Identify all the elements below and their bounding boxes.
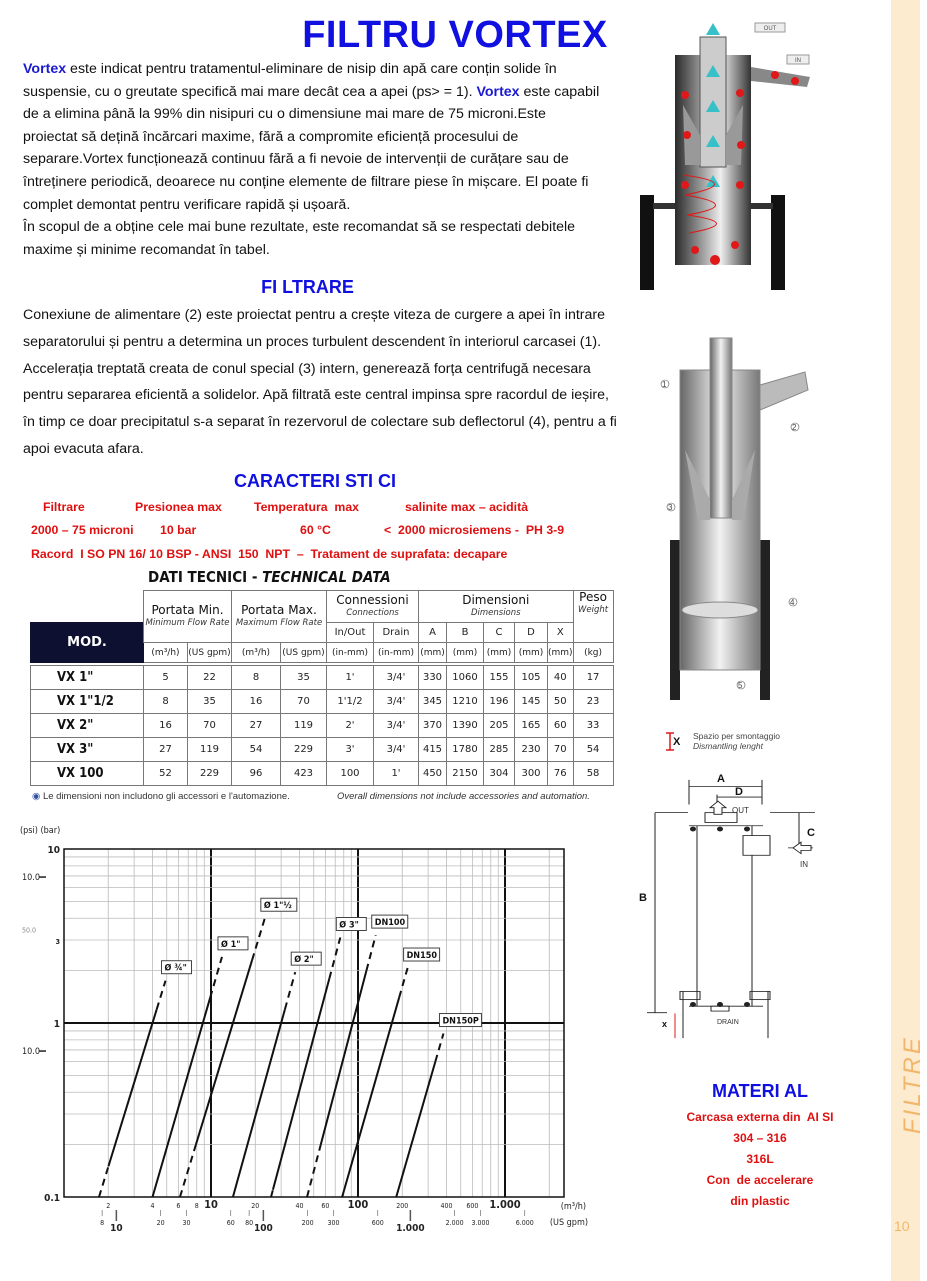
drain-label: DRAIN <box>717 1019 739 1026</box>
in-label: IN <box>795 58 801 64</box>
series-line-2 <box>252 918 265 960</box>
table-cell: 119 <box>281 714 327 738</box>
callout-2: 2 <box>792 423 797 432</box>
y-tick-bar: 10 <box>47 845 60 856</box>
table-row <box>31 690 614 714</box>
deflector <box>682 602 758 618</box>
table-cell: 8 <box>232 666 281 690</box>
y-tick-bar: 1 <box>53 1019 60 1030</box>
callout-1: 1 <box>662 380 667 389</box>
table-cell: 196 <box>484 690 515 714</box>
x-tick-gpm: 60 <box>226 1219 235 1227</box>
unit-cell: (mm) <box>419 643 447 663</box>
series-label-3 <box>291 952 321 965</box>
x-tick-m3h: 8 <box>194 1202 199 1210</box>
header-model: MOD. <box>31 623 144 663</box>
model-name: VX 2" <box>31 714 144 738</box>
callout-3: 3 <box>668 503 673 512</box>
material-list <box>650 1107 870 1212</box>
title-en: TECHNICAL DATA <box>262 568 391 586</box>
table-row <box>31 738 614 762</box>
callout-4: 4 <box>790 598 795 607</box>
table-cell: 70 <box>281 690 327 714</box>
series-label-4 <box>336 918 366 931</box>
note-it: Le dimensioni non includono gli accessori e l'automazione. <box>42 791 290 802</box>
unit-cell: (mm) <box>548 643 574 663</box>
table-cell: 52 <box>144 762 188 786</box>
dim-c: C <box>807 827 815 839</box>
series-label-6 <box>404 948 440 961</box>
unit-cell: (US gpm) <box>188 643 232 663</box>
spec-value-pressure: 10 bar <box>160 523 197 537</box>
x-tick-gpm: 1.000 <box>396 1223 425 1234</box>
table-cell: 119 <box>188 738 232 762</box>
x-tick-m3h: 400 <box>440 1202 453 1210</box>
unit-cell: (m³/h) <box>232 643 281 663</box>
series-label-0 <box>162 961 192 974</box>
table-cell: 285 <box>484 738 515 762</box>
x-tick-gpm: 300 <box>327 1219 340 1227</box>
material-line: din plastic <box>730 1194 790 1208</box>
model-name: VX 1" <box>31 666 144 690</box>
model-name: VX 3" <box>31 738 144 762</box>
x-tick-gpm: 6.000 <box>515 1219 534 1227</box>
x-tick-m3h: 100 <box>347 1198 369 1211</box>
x-tick-gpm: 2.000 <box>445 1219 464 1227</box>
x-tick-gpm: 3.000 <box>471 1219 490 1227</box>
series-line-4 <box>329 938 340 979</box>
x-tick-gpm: 100 <box>253 1223 273 1234</box>
table-cell: 205 <box>484 714 515 738</box>
x-tick-m3h: 600 <box>466 1202 479 1210</box>
spec-label-salinity: salinite max – acidità <box>405 500 529 514</box>
subheader-c: C <box>484 623 515 643</box>
series-line-3 <box>285 972 295 1009</box>
side-section-label: FILTRE <box>899 1035 926 1134</box>
table-cell: 96 <box>232 762 281 786</box>
dim-x: x <box>662 1019 668 1029</box>
table-cell: 23 <box>573 690 613 714</box>
series-label-text: DN100 <box>374 918 406 929</box>
leg <box>640 195 654 290</box>
dimension-drawing <box>635 770 820 1055</box>
callout-5: 5 <box>738 681 743 690</box>
x-axis-label-gpm: (US gpm) <box>549 1218 588 1228</box>
series-line-0 <box>99 1166 108 1197</box>
table-cell: 27 <box>232 714 281 738</box>
table-cell: 1060 <box>447 666 484 690</box>
series-line-1 <box>153 998 211 1197</box>
x-tick-m3h: 2 <box>106 1202 111 1210</box>
material-heading: MATERI AL <box>712 1081 808 1101</box>
x-axis-label: (m³/h) <box>560 1202 586 1212</box>
x-tick-m3h: 60 <box>321 1202 330 1210</box>
x-legend-it: Spazio per smontaggio <box>693 731 780 741</box>
filtrare-heading: FI LTRARE <box>261 277 354 297</box>
unit-cell: (US gpm) <box>281 643 327 663</box>
vortex-cutaway-illustration <box>625 5 825 300</box>
series-label-text: Ø 1"½ <box>263 901 292 912</box>
x-tick-m3h: 4 <box>150 1202 155 1210</box>
table-cell: 5 <box>144 666 188 690</box>
series-line-4 <box>271 1190 273 1197</box>
table-cell: 3' <box>327 738 374 762</box>
header-min-flow: Portata Min. Minimum Flow Rate <box>144 591 232 643</box>
table-cell: 3/4' <box>374 714 419 738</box>
x-tick-gpm: 600 <box>371 1219 384 1227</box>
unit-cell: (in-mm) <box>374 643 419 663</box>
series-label-text: Ø 2" <box>294 955 314 966</box>
unit-cell: (in-mm) <box>327 643 374 663</box>
brand-name: Vortex <box>23 61 67 77</box>
subheader-drain: Drain <box>374 623 419 643</box>
series-label-2 <box>261 898 297 911</box>
x-tick-gpm: 30 <box>182 1219 191 1227</box>
dim-a: A <box>717 773 725 785</box>
spec-racord: Racord I SO PN 16/ 10 BSP - ANSI 150 NPT – Tratament de suprafata: decapare <box>31 547 508 561</box>
inlet-pipe <box>760 372 808 410</box>
x-tick-m3h: 20 <box>251 1202 260 1210</box>
technical-data-title <box>148 568 391 586</box>
x-tick-m3h: 1.000 <box>489 1198 521 1211</box>
vortex-section-drawing <box>640 330 820 730</box>
unit-cell: (kg) <box>573 643 613 663</box>
out-label: OUT <box>732 806 749 815</box>
header-connections: Connessioni Connections <box>327 591 419 623</box>
series-line-0 <box>108 1009 156 1166</box>
table-cell: 50 <box>548 690 574 714</box>
table-cell: 230 <box>515 738 548 762</box>
table-row <box>31 714 614 738</box>
x-legend-en: Dismantling lenght <box>693 741 763 751</box>
subheader-d: D <box>515 623 548 643</box>
table-cell: 58 <box>573 762 613 786</box>
x-tick-m3h: 200 <box>396 1202 409 1210</box>
series-label-text: DN150 <box>406 951 437 962</box>
x-symbol: X <box>673 736 681 748</box>
table-cell: 145 <box>515 690 548 714</box>
technical-data-table <box>30 590 614 786</box>
model-name: VX 100 <box>31 762 144 786</box>
x-tick-gpm: 10 <box>110 1223 123 1234</box>
table-cell: 100 <box>327 762 374 786</box>
table-row <box>31 762 614 786</box>
table-cell: 229 <box>188 762 232 786</box>
table-cell: 22 <box>188 666 232 690</box>
table-cell: 33 <box>573 714 613 738</box>
intro-text: În scopul de a obține cele mai bune rezultate, este recomandat să se respectati debitele maxime și minime recomandat în tabel. <box>23 219 576 258</box>
x-tick-gpm: 200 <box>301 1219 314 1227</box>
table-cell: 423 <box>281 762 327 786</box>
table-cell: 1780 <box>447 738 484 762</box>
note-en: Overall dimensions not include accessories and automation. <box>337 791 590 802</box>
leg <box>771 195 785 290</box>
table-cell: 2' <box>327 714 374 738</box>
outlet-tube <box>710 338 732 518</box>
series-label-text: Ø ¾" <box>164 963 187 974</box>
y-tick-psi: 10.0 <box>22 1047 41 1058</box>
y-tick-bar: 0.1 <box>44 1193 60 1204</box>
x-tick-gpm: 8 <box>100 1219 105 1227</box>
table-cell: 2150 <box>447 762 484 786</box>
page-title: FILTRU VORTEX <box>302 14 608 56</box>
x-tick-gpm: 20 <box>156 1219 165 1227</box>
x-tick-m3h: 40 <box>295 1202 304 1210</box>
brand-name: Vortex <box>476 83 520 100</box>
table-cell: 70 <box>188 714 232 738</box>
dim-d: D <box>735 786 743 798</box>
table-cell: 16 <box>232 690 281 714</box>
table-row <box>31 666 614 690</box>
table-cell: 330 <box>419 666 447 690</box>
spec-label-filtrare: Filtrare <box>43 500 85 514</box>
table-cell: 35 <box>188 690 232 714</box>
material-line: 304 – 316 <box>733 1131 787 1145</box>
table-cell: 1' <box>327 666 374 690</box>
table-cell: 105 <box>515 666 548 690</box>
y-tick-psi: 50.0 <box>22 926 37 935</box>
unit-cell: (mm) <box>484 643 515 663</box>
table-cell: 35 <box>281 666 327 690</box>
model-name: VX 1"1/2 <box>31 690 144 714</box>
table-cell: 54 <box>573 738 613 762</box>
title-it: DATI TECNICI - <box>148 568 263 586</box>
subheader-x: X <box>548 623 574 643</box>
spec-value-filtrare: 2000 – 75 microni <box>31 523 134 537</box>
table-cell: 1390 <box>447 714 484 738</box>
table-cell: 70 <box>548 738 574 762</box>
table-cell: 229 <box>281 738 327 762</box>
table-cell: 415 <box>419 738 447 762</box>
series-line-5 <box>366 935 375 971</box>
unit-cell: (m³/h) <box>144 643 188 663</box>
series-label-5 <box>372 915 408 928</box>
page-number: 10 <box>894 1218 910 1234</box>
out-label: OUT <box>763 26 777 32</box>
x-tick-m3h: 10 <box>204 1198 218 1211</box>
header-dimensions: Dimensioni Dimensions <box>419 591 574 623</box>
table-cell: 3/4' <box>374 666 419 690</box>
table-cell: 16 <box>144 714 188 738</box>
spec-label-pressure: Presionea max <box>135 500 222 514</box>
y-tick-psi: 10.0 <box>22 873 41 884</box>
table-cell: 3/4' <box>374 690 419 714</box>
table-cell: 1' <box>374 762 419 786</box>
x-legend <box>693 731 780 751</box>
header-max-flow: Portata Max. Maximum Flow Rate <box>232 591 327 643</box>
in-label: IN <box>800 860 808 869</box>
subheader-b: B <box>447 623 484 643</box>
intro-text: este capabil de a elimina până la 99% din nisipuri cu o dimensiune mai mare de 75 microni.Este proiectat să dețină încărcari maxime, fără a compromite eficiență procesului de separare.Vortex funcționează continuu fără a fi nevoie de intervenții de curățare sau de întreținere periodică, deoarece nu conține elemente de filtrare piese în mișcare. El poate fi complet demontat pentru verificare rapidă și ușoară. <box>23 83 600 213</box>
subheader-a: A <box>419 623 447 643</box>
y-tick-bar: 3 <box>55 937 60 946</box>
series-label-1 <box>218 937 248 950</box>
intro-text: este indicat pentru tratamentul-eliminare de nisip din apă care conțin solide în suspensie, cu o greutate specifică mai mare decât cea a apei (ps> = 1). <box>23 61 557 100</box>
table-cell: 1210 <box>447 690 484 714</box>
table-cell: 3/4' <box>374 738 419 762</box>
table-note <box>32 791 622 802</box>
x-tick-m3h: 6 <box>176 1202 181 1210</box>
series-label-text: DN150P <box>442 1016 479 1027</box>
series-label-text: Ø 1" <box>220 939 241 950</box>
series-line-0 <box>157 981 166 1010</box>
header-weight: Peso Weight <box>573 591 613 643</box>
table-cell: 370 <box>419 714 447 738</box>
caracteristici-heading: CARACTERI STI CI <box>234 471 396 491</box>
spec-label-temperature: Temperatura max <box>254 500 360 514</box>
table-cell: 450 <box>419 762 447 786</box>
table-cell: 165 <box>515 714 548 738</box>
table-cell: 1'1/2 <box>327 690 374 714</box>
series-label-7 <box>439 1014 481 1027</box>
material-line: Carcasa externa din AI SI <box>686 1110 834 1124</box>
table-cell: 304 <box>484 762 515 786</box>
table-cell: 40 <box>548 666 574 690</box>
table-cell: 76 <box>548 762 574 786</box>
intro-paragraph <box>23 58 603 261</box>
x-tick-gpm: 80 <box>245 1219 254 1227</box>
unit-cell: (mm) <box>447 643 484 663</box>
material-line: Con de accelerare <box>706 1173 814 1187</box>
spec-value-salinity: < 2000 microsiemens - PH 3-9 <box>384 523 565 537</box>
series-line-3 <box>233 1009 285 1197</box>
series-line-7 <box>435 1034 443 1062</box>
table-cell: 54 <box>232 738 281 762</box>
dim-b: B <box>639 892 647 904</box>
spec-value-temperature: 60 °C <box>300 523 331 537</box>
table-cell: 300 <box>515 762 548 786</box>
unit-cell: (mm) <box>515 643 548 663</box>
series-line-6 <box>399 968 407 998</box>
inlet-pipe <box>751 67 810 87</box>
subheader-in-out: In/Out <box>327 623 374 643</box>
filtrare-paragraph: Conexiune de alimentare (2) este proiectat pentru a crește viteza de curgere a apei în intrare separatorului și pentru a determina un proces turbulent descendent în interiorul carcasei (1). Accelerația treptată creata de conul special (3) intern, generează forța centrifugă necesara pentru separarea eficientă a solidelor. Apă filtrată este central impinsa spre racordul de ieșire, în timp ce doar precipitatul s-a separat în rezervorul de colectare sub deflectorul (4), pentru a fi apoi evacuta afara. <box>23 307 617 457</box>
table-cell: 17 <box>573 666 613 690</box>
y-axis-label: (psi) (bar) <box>20 826 61 836</box>
table-cell: 27 <box>144 738 188 762</box>
table-cell: 155 <box>484 666 515 690</box>
blank <box>31 591 144 623</box>
material-line: 316L <box>746 1152 774 1166</box>
table-cell: 8 <box>144 690 188 714</box>
pressure-drop-chart <box>20 820 600 1234</box>
in-arrow-icon <box>793 842 811 853</box>
table-cell: 345 <box>419 690 447 714</box>
bullet-icon: ◉ <box>32 791 41 802</box>
series-label-text: Ø 3" <box>339 920 359 931</box>
table-cell: 60 <box>548 714 574 738</box>
